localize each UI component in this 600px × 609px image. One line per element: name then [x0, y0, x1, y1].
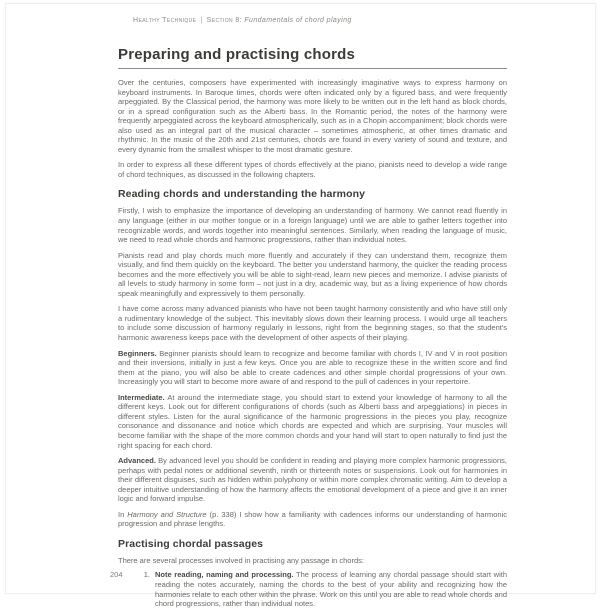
- book-page: [5, 3, 596, 609]
- body-paragraph: Pianists read and play chords much more fluently and accurately if they can understand them, recognize them visually, and find them quickly on the keyboard. The better you understand harmony, the quicker the reading process becomes and the more effectively you will be able to sight-read, learn new pieces and memorize. I advise pianists of all levels to study harmony in some form – not just in a dry, academic way, but as a living experience of how chords speak meaningfully and expressively to them personally.: [118, 250, 507, 298]
- level-paragraph-beginners: [118, 349, 507, 387]
- level-paragraph-advanced: [118, 456, 507, 504]
- list-intro: There are several processes involved in practising any passage in chords:: [118, 555, 364, 565]
- list-item-number: 1.: [143, 570, 150, 580]
- level-text: Beginner pianists should learn to recognize and become familiar with chords I, IV and V in root position and their inversions, initially in just a few keys. Once you are able to recognize these in the written score and find them at the piano, you will also be able to create cadences and other simple chordal progressions of your own. Increasingly you will start to become more aware of and respond to the pull of cadences in your repertoire.: [118, 348, 507, 387]
- section-heading-practising-chordal-passages: Practising chordal passages: [118, 537, 264, 550]
- level-lead: Advanced.: [118, 456, 156, 466]
- intro-paragraph: Over the centuries, composers have experimented with increasingly imaginative ways to express harmony on keyboard instruments. In Baroque times, chords were often indicated only by a figured bass, and were frequently arpeggiated. By the Classical period, the harmony was more likely to be written out in the left hand as block chords, or in a spread configuration such as the Alberti bass. In the Romantic period, the notes of the harmony were frequently arpeggiated across the keyboard atmospherically, such as in a Chopin accompaniment; block chords were also used as an integral part of the musical character – sometimes atmospheric, at other times dramatic and rhythmic. In the music of the 20th and 21st centuries, chords are found in every variety of sound and texture, and every dynamic from the smallest whisper to the most dramatic gesture.: [118, 78, 507, 154]
- process-list: [118, 570, 507, 608]
- page-content: [118, 17, 507, 609]
- list-item-lead: Note reading, naming and processing.: [155, 570, 294, 580]
- section-heading-reading-chords: Reading chords and understanding the harmony: [118, 188, 366, 201]
- running-header-subtitle: Fundamentals of chord playing: [244, 17, 352, 24]
- level-lead: Beginners.: [118, 348, 157, 358]
- running-header-section: Section 8:: [206, 17, 242, 24]
- cross-reference-paragraph: [118, 510, 507, 529]
- level-text: At around the intermediate stage, you should start to extend your knowledge of harmony to all the different keys. Look out for different configurations of chords (such as Alberti bass and arpeggiations) in pieces in different styles. Listen for the aural significance of the harmonic progressions in the pieces you play, recognize consonance and dissonance and notice which chords are expected and which are surprising. Your muscles will become familiar with the shape of the more common chords and your hand will start to open naturally to find just the right spacing for each chord.: [118, 392, 507, 450]
- list-item: [118, 570, 507, 608]
- chapter-title: Preparing and practising chords: [118, 46, 356, 63]
- running-header-book-title: Healthy Technique: [133, 17, 197, 24]
- cross-ref-book-title: Harmony and Structure: [127, 509, 207, 519]
- title-rule: [118, 68, 507, 69]
- running-header: [133, 17, 507, 24]
- list-item-text: The process of learning any chordal passage should start with reading the notes accurately, naming the chords to the best of your ability and recognizing how the harmonies relate to each other within the phrase. Work on this until you are able to read whole chords and chord progressions, rather than individual notes.: [155, 570, 507, 609]
- list-item-body: [155, 570, 507, 608]
- body-paragraph: I have come across many advanced pianists who have not been taught harmony consistently and who have still only a rudimentary knowledge of the subject. This inevitably slows down their learning process. I would urge all teachers to include some discussion of harmony regularly in lessons, right from the beginning stages, so that the student's harmonic awareness keeps pace with the development of other aspects of their playing.: [118, 304, 507, 343]
- level-text: By advanced level you should be confident in reading and playing more complex harmonic progressions, perhaps with pedal notes or additional seventh, ninth or thirteenth notes or suspensions. Look out for harmonies in their different disguises, such as hidden within polyphony or within more complex chromatic writing. Aim to develop a deeper intuitive understanding of how the harmony affects the emotional development of a piece and give it an inner logic and forward impulse.: [118, 456, 507, 504]
- level-paragraph-intermediate: [118, 393, 507, 450]
- body-paragraph: Firstly, I wish to emphasize the importance of developing an understanding of harmony. We cannot read fluently in any language (either in our mother tongue or in a foreign language) until we are able to gather letters together into recognizable words, and words together into meaningful sentences. Similarly, when reading the language of music, we need to read whole chords and harmonic progressions, rather than individual notes.: [118, 206, 507, 245]
- cross-ref-post: (p. 338) I show how a familiarity with cadences informs our understanding of harmonic progression and phrase lengths.: [118, 509, 507, 529]
- level-lead: Intermediate.: [118, 392, 165, 402]
- intro-paragraph: In order to express all these different types of chords effectively at the piano, pianists need to develop a wide range of chord techniques, as discussed in the following chapters.: [118, 160, 507, 179]
- cross-ref-pre: In: [118, 509, 128, 519]
- running-header-separator: |: [200, 17, 203, 24]
- page-number: 204: [110, 570, 123, 579]
